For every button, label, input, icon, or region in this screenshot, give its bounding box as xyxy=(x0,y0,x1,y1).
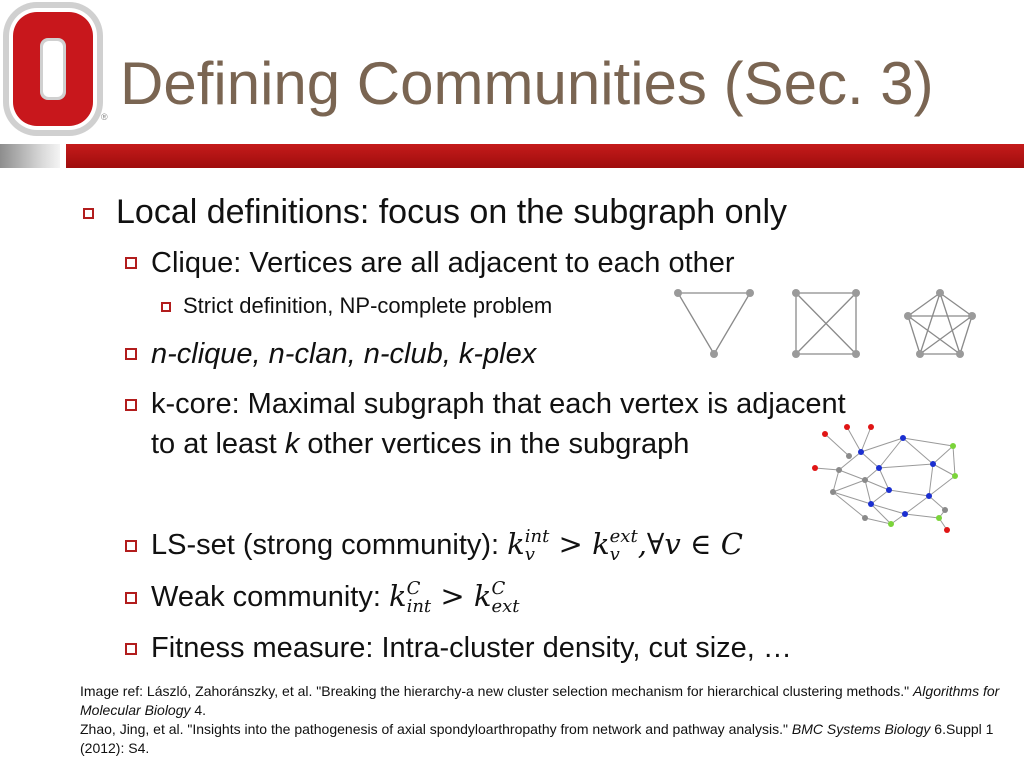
bullet-k-core: k-core: Maximal subgraph that each vertex is adjacent xyxy=(151,388,846,420)
ls-set-formula: k int v > k ext v ,∀v ∈ C xyxy=(507,526,743,565)
bullet-marker xyxy=(161,302,171,312)
bullet-marker xyxy=(125,257,137,269)
bullet-n-clique: n-clique, n-clan, n-club, k-plex xyxy=(151,338,537,370)
bullet-ls-set: LS-set (strong community): k int v > k ext v ,∀v ∈ C xyxy=(151,526,743,565)
bullet-local-definitions: Local definitions: focus on the subgraph only xyxy=(116,193,788,231)
bullet-marker xyxy=(125,399,137,411)
square-clique xyxy=(792,289,860,358)
block-o-logo xyxy=(0,0,112,140)
weak-community-formula: k C int > k C ext xyxy=(388,578,520,617)
title-divider-red xyxy=(66,144,1024,168)
bullet-fitness-measure: Fitness measure: Intra-cluster density, cut size, … xyxy=(151,632,792,664)
bullet-marker xyxy=(125,643,137,655)
bullet-marker xyxy=(83,208,94,219)
pentagon-clique xyxy=(904,289,976,358)
triangle-clique xyxy=(674,289,754,358)
title-divider-gray xyxy=(0,144,60,168)
reference-2: Zhao, Jing, et al. "Insights into the pathogenesis of axial spondyloarthropathy from network and pathway analysis." BMC Systems Biology 6.Suppl 1 (2012): S4. xyxy=(80,721,994,756)
bullet-marker xyxy=(125,348,137,360)
svg-text:®: ® xyxy=(101,112,108,122)
bullet-weak-community: Weak community: k C int > k C ext xyxy=(151,578,520,617)
bullet-marker xyxy=(125,592,137,604)
bullet-clique: Clique: Vertices are all adjacent to each other xyxy=(151,247,735,279)
bullet-marker xyxy=(125,540,137,552)
references xyxy=(80,682,1000,758)
slide-title: Defining Communities (Sec. 3) xyxy=(120,50,934,117)
bullet-k-core-continued: to at least k other vertices in the subgraph xyxy=(151,428,690,460)
k-core-network-figure xyxy=(805,418,965,536)
reference-1: Image ref: László, Zahoránszky, et al. "Breaking the hierarchy-a new cluster selection mechanism for hierarchical clustering methods." Algorithms for Molecular Biology 4. xyxy=(80,683,1000,718)
bullet-strict-definition: Strict definition, NP-complete problem xyxy=(183,293,553,318)
clique-graphs-figure xyxy=(668,284,988,364)
